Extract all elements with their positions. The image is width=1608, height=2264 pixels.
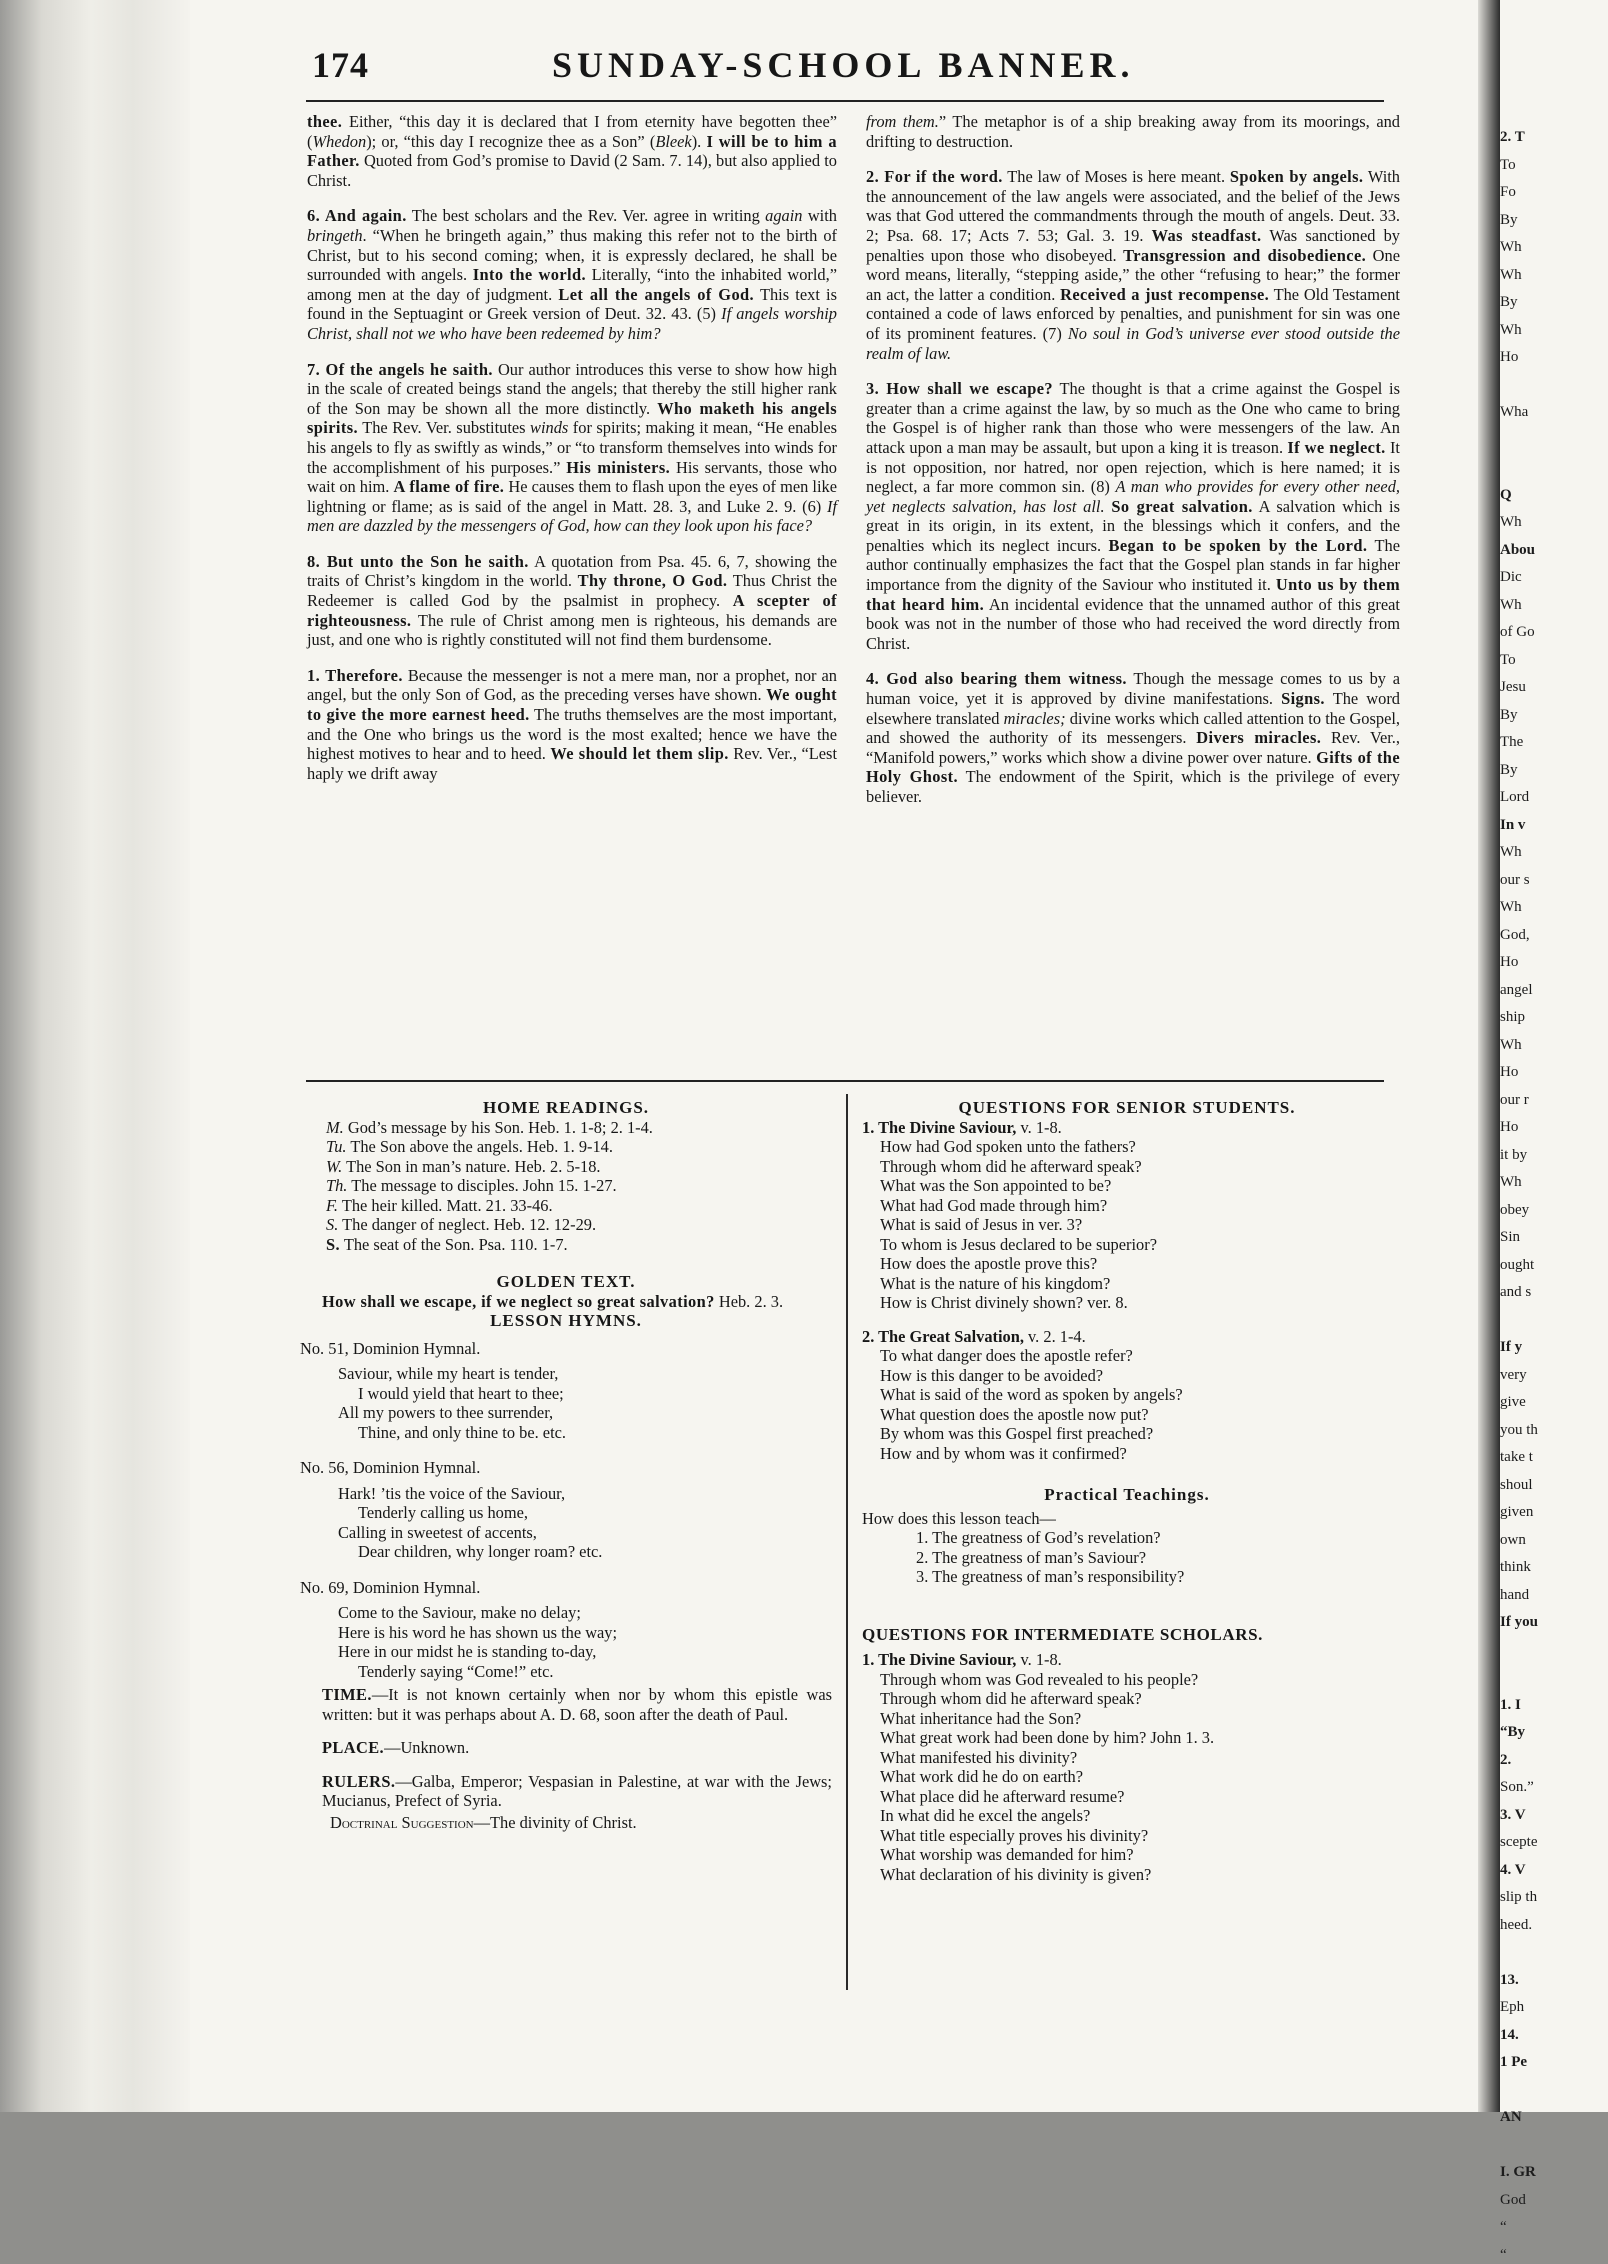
- next-page-fragment: Wh: [1500, 596, 1522, 613]
- practical-intro: How does this lesson teach—: [862, 1508, 1056, 1528]
- next-page-fragment: To: [1500, 651, 1516, 668]
- next-page-fragment: and s: [1500, 1284, 1532, 1300]
- question: What work did he do on earth?: [880, 1767, 1083, 1786]
- hymn-line: Here in our midst he is standing to-day,: [338, 1642, 597, 1661]
- question: What title especially proves his divinity?: [880, 1825, 1149, 1845]
- italic-phrase: If angels worship Christ, shall not we who have been redeemed by him?: [307, 304, 837, 343]
- text-run: The truths themselves are the most important, and the One who brings us the word is the most exalted; hence we have the highest motives to hear and to heed.: [307, 705, 837, 764]
- text-run: Though the message comes to us by a human voice, yet it is approved by divine manifestations.: [866, 669, 1401, 709]
- bold-phrase: Began to be spoken by the Lord.: [1108, 535, 1368, 555]
- paragraph: [307, 206, 837, 343]
- bold-phrase: Into the world.: [472, 265, 587, 285]
- hymn-line: Dear children, why longer roam? etc.: [358, 1542, 603, 1561]
- next-page-fragment: Wh: [1500, 899, 1522, 915]
- text-run: for spirits; making it mean, “He enables his angels to fly as swiftly as winds,” or “to transform themselves into winds for the accomplishment of his purposes.”: [307, 418, 837, 477]
- reading-day: Th.: [326, 1176, 348, 1195]
- text-run: Rev. Ver., “Manifold powers,” works which show a divine power over nature.: [866, 728, 1400, 767]
- text-run: A salvation which is great in its origin, in its extent, in the blessings which it confers, and the penalties which its neglect incurs.: [866, 496, 1400, 555]
- list-item: [300, 1235, 832, 1255]
- text-run: divine works which called attention to the Gospel, and showed the authority of its messengers.: [866, 708, 1401, 748]
- page-gutter: [1478, 0, 1500, 2112]
- intermediate-questions-title: QUESTIONS FOR INTERMEDIATE SCHOLARS.: [862, 1624, 1264, 1644]
- next-page-fragment: Fo: [1500, 184, 1516, 200]
- next-page-fragment: The: [1500, 734, 1524, 750]
- paragraph: [307, 360, 837, 536]
- hymn: [300, 1458, 832, 1562]
- text-run: He causes them to flash upon the eyes of men like lightning or flame; as is said of the angel in Matt. 28. 3, and Luke 2. 9. (6): [307, 477, 838, 516]
- doctrinal-text: —The divinity of Christ.: [473, 1812, 637, 1832]
- next-page-fragment: Wh: [1500, 1174, 1522, 1190]
- lower-right-column: [862, 1098, 1392, 1884]
- next-page-fragment: Q: [1500, 486, 1512, 503]
- next-page-fragment: given: [1500, 1504, 1534, 1520]
- reading-day: W.: [326, 1156, 343, 1176]
- question: How had God spoken unto the fathers?: [880, 1137, 1136, 1156]
- hymn-line: All my powers to thee surrender,: [338, 1403, 554, 1422]
- text-run: . “When he bringeth again,” thus making this refer not to the birth of Christ, but to his second coming; when, it is expressly declared, he shall be surrounded with angels.: [307, 225, 837, 285]
- next-page-fragment: you th: [1500, 1421, 1538, 1438]
- section-ref: v. 1-8.: [1016, 1650, 1062, 1669]
- next-page-fragment: God: [1500, 2191, 1526, 2208]
- bold-phrase: His ministers.: [566, 457, 671, 477]
- list-item: [300, 1215, 832, 1235]
- next-page-fragment: 1. I: [1500, 1696, 1521, 1713]
- next-page-fragment: Lord: [1500, 789, 1530, 805]
- bold-phrase: I will be to him a Father.: [307, 131, 837, 171]
- question: How is Christ divinely shown? ver. 8.: [880, 1293, 1128, 1312]
- bold-phrase: 2. For if the word.: [866, 167, 1003, 187]
- hymn: [300, 1339, 832, 1443]
- text-run: Was sanctioned by penalties upon those who disobeyed.: [866, 225, 1400, 265]
- bold-phrase: Unto us by them that heard him.: [866, 575, 1400, 614]
- text-run: ” The metaphor is of a ship breaking away from its moorings, and drifting to destruction.: [866, 112, 1400, 151]
- question-section: [862, 1327, 1392, 1464]
- next-page-fragment: Son.”: [1500, 1779, 1534, 1795]
- italic-phrase: again: [765, 206, 803, 226]
- question: By whom was this Gospel first preached?: [880, 1424, 1154, 1443]
- next-page-fragment: If y: [1500, 1339, 1523, 1355]
- section-heading: [862, 1118, 1392, 1138]
- rulers-text: —Galba, Emperor; Vespasian in Palestine, at war with the Jews; Mucianus, Prefect of Syria.: [322, 1771, 832, 1810]
- next-page-fragment: 14.: [1500, 2026, 1519, 2043]
- italic-phrase: Whedon: [312, 131, 367, 151]
- paragraph: [307, 666, 837, 784]
- hymn-line: Tenderly calling us home,: [358, 1503, 528, 1522]
- list-item: [300, 1196, 832, 1216]
- next-page-fragment: hand: [1500, 1586, 1530, 1603]
- right-commentary-column: [866, 112, 1400, 823]
- time-note: [300, 1685, 832, 1724]
- practical-item: 3. The greatness of man’s responsibility?: [916, 1567, 1185, 1586]
- hymn-line: Calling in sweetest of accents,: [338, 1522, 537, 1542]
- reading-text: God’s message by his Son. Heb. 1. 1-8; 2. 1-4.: [347, 1117, 653, 1137]
- bold-phrase: 6. And again.: [307, 206, 407, 226]
- next-page-fragment: 2.: [1500, 1751, 1512, 1768]
- question: What declaration of his divinity is given?: [880, 1864, 1152, 1884]
- bold-phrase: Was steadfast.: [1151, 225, 1262, 245]
- practical-item: 2. The greatness of man’s Saviour?: [916, 1547, 1147, 1567]
- question: To whom is Jesus declared to be superior?: [880, 1234, 1157, 1254]
- bold-phrase: Thy throne, O God.: [577, 571, 728, 591]
- next-page-fragment: ought: [1500, 1256, 1535, 1273]
- bold-phrase: 3. How shall we escape?: [866, 379, 1054, 399]
- paragraph: [866, 379, 1400, 653]
- section-ref: v. 2. 1-4.: [1023, 1326, 1086, 1346]
- next-page-fragment: angel: [1500, 981, 1533, 998]
- list-item: [300, 1176, 832, 1196]
- left-commentary-column: [307, 112, 837, 799]
- next-page-fragment: our s: [1500, 871, 1530, 888]
- reading-day: M.: [326, 1117, 344, 1137]
- italic-phrase: winds: [530, 418, 569, 438]
- home-readings-title: HOME READINGS.: [482, 1098, 650, 1117]
- section-rule: [306, 1080, 1384, 1082]
- bold-phrase: A scepter of righteousness.: [307, 591, 838, 630]
- italic-phrase: A man who provides for every other need, yet neglects salvation, has lost all.: [866, 477, 1400, 516]
- reading-day: Tu.: [326, 1137, 347, 1156]
- next-page-fragment: it by: [1500, 1146, 1528, 1163]
- next-page-fragment: Wh: [1500, 239, 1522, 255]
- paragraph: [866, 167, 1400, 363]
- text-run: The word elsewhere translated: [866, 689, 1400, 728]
- bold-phrase: We should let them slip.: [550, 744, 729, 764]
- hymn-line: Come to the Saviour, make no delay;: [338, 1603, 581, 1622]
- next-page-fragment: Wh: [1500, 321, 1522, 338]
- italic-phrase: miracles;: [1003, 708, 1066, 728]
- next-page-fragment: By: [1500, 761, 1518, 778]
- next-page-fragment: slip th: [1500, 1889, 1538, 1905]
- text-run: His servants, those who wait on him.: [307, 457, 838, 497]
- doctrinal-note: [300, 1813, 832, 1833]
- place-label: PLACE.: [322, 1738, 385, 1757]
- next-page-fragment: heed.: [1500, 1916, 1533, 1933]
- next-page-fragment: Ho: [1500, 1119, 1519, 1135]
- next-page-fragment: Ho: [1500, 349, 1519, 365]
- next-page-fragment: 2. T: [1500, 129, 1525, 145]
- text-run: Quoted from God’s promise to David (2 Sam. 7. 14), but also applied to Christ.: [307, 151, 837, 190]
- lesson-hymns-title: LESSON HYMNS.: [490, 1311, 642, 1330]
- practical-item: 1. The greatness of God’s revelation?: [916, 1528, 1161, 1547]
- text-run: The thought is that a crime against the Gospel is greater than a crime against the law, by so much as the One who came to bring the Gospel is of higher rank than those who were messengers of the law. An attack upon a man may be assault, but upon a king it is treason.: [866, 379, 1400, 457]
- bold-phrase: 7. Of the angels he saith.: [307, 359, 493, 379]
- bold-phrase: If we neglect.: [1287, 437, 1386, 457]
- question: How and by whom was it confirmed?: [880, 1443, 1127, 1463]
- hymn-line: Saviour, while my heart is tender,: [338, 1364, 559, 1383]
- question: How does the apostle prove this?: [880, 1254, 1098, 1273]
- section-title: 2. The Great Salvation,: [862, 1326, 1024, 1346]
- text-run: The author continually emphasizes the fact that the Gospel plan stands in far higher importance from the dignity of the Saviour who instituted it.: [866, 535, 1400, 595]
- header-rule: [306, 100, 1384, 102]
- section-heading: [862, 1650, 1392, 1670]
- next-page-fragment: take t: [1500, 1449, 1533, 1465]
- hymn-source: No. 51, Dominion Hymnal.: [300, 1338, 481, 1358]
- next-page-fragment: Eph: [1500, 1999, 1525, 2015]
- text-run: Literally, “into the inhabited world,” among men at the day of judgment.: [307, 265, 837, 304]
- home-readings-list: [300, 1118, 832, 1255]
- paragraph: [866, 669, 1400, 806]
- binding-shadow: [0, 0, 190, 2112]
- question: What is the nature of his kingdom?: [880, 1273, 1111, 1293]
- text-run: With the announcement of the law angels were associated, and the belief of the Jews was that God uttered the commandments through the mouth of angels. Deut. 33. 2; Psa. 68. 17; Acts 7. 53; Gal. 3. 19.: [866, 167, 1400, 245]
- golden-text-ref: Heb. 2. 3.: [714, 1291, 784, 1311]
- text-run: It is not opposition, nor hatred, nor open rejection, which is here named; it is neglect, a far more common sin. (8): [866, 437, 1400, 497]
- next-page-fragment: Sin: [1500, 1229, 1521, 1245]
- question: How is this danger to be avoided?: [880, 1365, 1104, 1385]
- hymn-line: I would yield that heart to thee;: [358, 1383, 564, 1403]
- bold-phrase: Signs.: [1281, 689, 1325, 709]
- reading-day: S.: [326, 1215, 339, 1234]
- question: What worship was demanded for him?: [880, 1845, 1134, 1864]
- reading-text: The seat of the Son. Psa. 110. 1-7.: [343, 1234, 568, 1254]
- bold-phrase: Gifts of the Holy Ghost.: [866, 747, 1400, 787]
- question: What great work had been done by him? John 1. 3.: [880, 1728, 1215, 1747]
- reading-day: S.: [326, 1234, 341, 1254]
- text-run: The rule of Christ among men is righteous, his demands are just, and one who is rightly constituted will not find them burdensome.: [307, 610, 837, 650]
- bold-phrase: Divers miracles.: [1196, 728, 1322, 748]
- journal-title: SUNDAY-SCHOOL BANNER.: [552, 45, 1135, 85]
- reading-text: The message to disciples. John 15. 1-27.: [351, 1176, 617, 1195]
- question: Through whom did he afterward speak?: [880, 1156, 1142, 1176]
- text-run: Thus Christ the Redeemer is called God by the psalmist in prophecy.: [307, 571, 837, 611]
- next-page-fragment: Dic: [1500, 569, 1522, 585]
- question: Through whom did he afterward speak?: [880, 1689, 1142, 1708]
- section-title: 1. The Divine Saviour,: [862, 1117, 1017, 1137]
- list-item: [300, 1137, 832, 1157]
- next-page-fragment: By: [1500, 294, 1518, 310]
- next-page-fragment: obey: [1500, 1201, 1530, 1218]
- bold-phrase: 1. Therefore.: [307, 665, 403, 685]
- next-page-fragment: In v: [1500, 816, 1526, 833]
- bold-phrase: 4. God also bearing them witness.: [866, 669, 1127, 689]
- list-item: [300, 1157, 832, 1177]
- question: What manifested his divinity?: [880, 1747, 1078, 1767]
- paragraph: [307, 552, 837, 650]
- question: What had God made through him?: [880, 1195, 1108, 1215]
- bold-phrase: Transgression and disobedience.: [1123, 245, 1367, 265]
- next-page-fragment: of Go: [1500, 624, 1535, 640]
- paragraph: [307, 112, 837, 190]
- bold-phrase: 8. But unto the Son he saith.: [307, 551, 529, 571]
- question: What inheritance had the Son?: [880, 1708, 1082, 1728]
- text-run: The law of Moses is here meant.: [1002, 167, 1230, 187]
- italic-phrase: No soul in God’s universe ever stood outside the realm of law.: [866, 323, 1401, 363]
- next-page-fragment: Wh: [1500, 514, 1522, 530]
- golden-text-body: How shall we escape, if we neglect so great salvation?: [322, 1291, 715, 1311]
- next-page-fragment: AN: [1500, 2109, 1522, 2125]
- page-number: 174: [312, 45, 369, 85]
- hymn-line: Thine, and only thine to be. etc.: [358, 1422, 567, 1442]
- bold-phrase: Who maketh his angels spirits.: [307, 398, 837, 438]
- text-run: The best scholars and the Rev. Ver. agree in writing: [406, 206, 766, 226]
- reading-text: The heir killed. Matt. 21. 33-46.: [341, 1195, 553, 1215]
- italic-phrase: from them.: [866, 112, 939, 131]
- bold-phrase: thee.: [307, 112, 343, 131]
- place-text: —Unknown.: [384, 1738, 470, 1757]
- text-run: Because the messenger is not a mere man, nor a prophet, nor an angel, but the only Son of God, as the preceding verses have shown.: [307, 665, 837, 705]
- question: What is said of Jesus in ver. 3?: [880, 1215, 1083, 1234]
- next-page-fragment: “: [1500, 2219, 1507, 2235]
- golden-text: [300, 1292, 832, 1312]
- next-page-fragment: Abou: [1500, 541, 1536, 558]
- next-page-fragment: Wh: [1500, 844, 1522, 860]
- bold-phrase: Let all the angels of God.: [558, 284, 755, 304]
- bold-phrase: Received a just recompense.: [1060, 284, 1270, 304]
- text-run: Our author introduces this verse to show how high in the scale of created beings stand the angels; that thereby the still higher rank of the Son may be shown all the more distinctly.: [307, 359, 837, 418]
- section-ref: v. 1-8.: [1016, 1117, 1062, 1137]
- text-run: This text is found in the Septuagint or Greek version of Deut. 32. 43. (5): [307, 284, 837, 324]
- text-run: Either, “this day it is declared that I from eternity have begotten thee” (: [307, 112, 837, 151]
- hymn-line: Here is his word he has shown us the way;: [338, 1622, 618, 1642]
- column-divider: [846, 1094, 848, 1990]
- hymn-source: No. 56, Dominion Hymnal.: [300, 1458, 481, 1477]
- next-page-fragment: Wh: [1500, 266, 1522, 283]
- rulers-label: RULERS.: [322, 1771, 396, 1791]
- next-page-fragment: By: [1500, 211, 1518, 228]
- next-page-fragment: 4. V: [1500, 1861, 1526, 1878]
- next-page-fragment: scepte: [1500, 1834, 1538, 1850]
- next-page-edge: [1500, 0, 1608, 2263]
- text-run: An incidental evidence that the unnamed author of this great book was not in the number of those who had received the word directly from Christ.: [866, 594, 1400, 653]
- next-page-fragment: shoul: [1500, 1476, 1533, 1493]
- bold-phrase: We ought to give the more earnest heed.: [307, 685, 837, 725]
- bold-phrase: So great salvation.: [1111, 496, 1253, 516]
- next-page-fragment: think: [1500, 1559, 1531, 1575]
- next-page-fragment: 13.: [1500, 1971, 1519, 1988]
- italic-phrase: bringeth: [307, 225, 363, 245]
- text-run: with: [802, 206, 837, 226]
- lower-left-column: [300, 1098, 832, 1832]
- next-page-fragment: “By: [1500, 1724, 1526, 1740]
- text-run: ).: [691, 131, 707, 151]
- reading-text: The danger of neglect. Heb. 12. 12-29.: [342, 1215, 597, 1234]
- doctrinal-label: Doctrinal Suggestion: [330, 1812, 474, 1832]
- next-page-fragment: 1 Pe: [1500, 2054, 1528, 2070]
- italic-phrase: If men are dazzled by the messengers of God, how can they look upon his face?: [307, 496, 837, 536]
- bold-phrase: Spoken by angels.: [1229, 167, 1364, 187]
- next-page-fragment: God,: [1500, 926, 1530, 943]
- next-page-fragment: Wh: [1500, 1036, 1522, 1053]
- reading-text: The Son in man’s nature. Heb. 2. 5-18.: [346, 1156, 601, 1176]
- practical-teachings-title: Practical Teachings.: [1044, 1485, 1210, 1504]
- section-title: 1. The Divine Saviour,: [862, 1650, 1017, 1669]
- section-heading: [862, 1327, 1392, 1347]
- next-page-fragment: If you: [1500, 1614, 1538, 1630]
- italic-phrase: Bleek: [655, 131, 692, 151]
- hymn-line: Hark! ’tis the voice of the Saviour,: [338, 1483, 566, 1503]
- next-page-fragment: give: [1500, 1394, 1526, 1410]
- next-page-fragment: Wha: [1500, 404, 1529, 420]
- text-run: ); or, “this day I recognize thee as a Son” (: [366, 131, 656, 151]
- next-page-fragment: I. GR: [1500, 2164, 1536, 2180]
- reading-day: F.: [326, 1195, 338, 1215]
- hymn-source: No. 69, Dominion Hymnal.: [300, 1577, 481, 1597]
- golden-text-title: GOLDEN TEXT.: [496, 1272, 636, 1291]
- next-page-fragment: Jesu: [1500, 679, 1526, 695]
- question: Through whom was God revealed to his people?: [880, 1669, 1199, 1689]
- paragraph: [866, 112, 1400, 151]
- hymn: [300, 1578, 832, 1682]
- text-run: A quotation from Psa. 45. 6, 7, showing the traits of Christ’s kingdom in the world.: [307, 551, 837, 591]
- next-page-fragment: By: [1500, 706, 1518, 723]
- reading-text: The Son above the angels. Heb. 1. 9-14.: [350, 1137, 613, 1156]
- next-page-fragment: very: [1500, 1366, 1527, 1383]
- place-note: [300, 1738, 832, 1758]
- question: What question does the apostle now put?: [880, 1404, 1149, 1424]
- list-item: [300, 1118, 832, 1138]
- time-label: TIME.: [322, 1685, 372, 1704]
- next-page-fragment: To: [1500, 156, 1516, 173]
- next-page-fragment: ship: [1500, 1009, 1526, 1025]
- next-page-fragment: our r: [1500, 1091, 1529, 1108]
- next-page-fragment: 3. V: [1500, 1806, 1526, 1823]
- text-run: The endowment of the Spirit, which is the privilege of every believer.: [866, 767, 1400, 806]
- question-section: [862, 1650, 1392, 1884]
- hymn-line: Tenderly saying “Come!” etc.: [358, 1661, 554, 1681]
- bold-phrase: A flame of fire.: [393, 477, 505, 497]
- rulers-note: [300, 1772, 832, 1811]
- senior-questions-title: QUESTIONS FOR SENIOR STUDENTS.: [958, 1098, 1296, 1117]
- text-run: Rev. Ver., “Lest haply we drift away: [307, 744, 837, 783]
- question: In what did he excel the angels?: [880, 1806, 1091, 1825]
- next-page-fragment: Ho: [1500, 1064, 1519, 1080]
- time-text: —It is not known certainly when nor by whom this epistle was written: but it was perhaps about A. D. 68, soon after the death of Paul.: [322, 1685, 832, 1724]
- text-run: The Rev. Ver. substitutes: [358, 418, 531, 438]
- next-page-fragment: own: [1500, 1531, 1526, 1548]
- question: What was the Son appointed to be?: [880, 1176, 1112, 1195]
- question-section: [862, 1118, 1392, 1313]
- next-page-fragment: Ho: [1500, 954, 1519, 970]
- text-run: One word means, literally, “stepping aside,” the other “refusing to hear;” the former an act, the latter a condition.: [866, 245, 1400, 304]
- question: What is said of the word as spoken by angels?: [880, 1385, 1183, 1404]
- question: What place did he afterward resume?: [880, 1786, 1125, 1806]
- next-page-fragment: “: [1500, 2246, 1507, 2263]
- question: To what danger does the apostle refer?: [880, 1346, 1133, 1365]
- text-run: The Old Testament contained a code of laws enforced by penalties, and punishment for sin was one of its prominent features. (7): [866, 284, 1400, 343]
